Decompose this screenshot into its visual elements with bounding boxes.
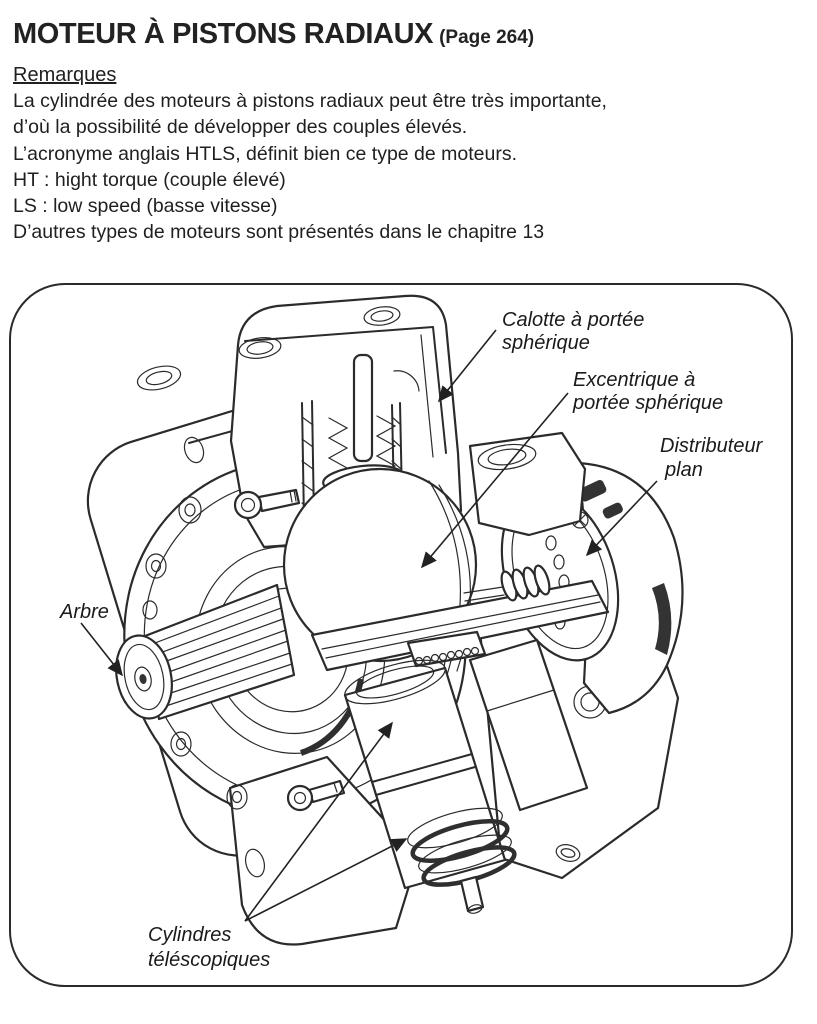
remark-line: HT : hight torque (couple élevé): [13, 168, 286, 191]
label-excentrique-line2: portée sphérique: [573, 392, 724, 414]
remark-line: L’acronyme anglais HTLS, définit bien ce type de moteurs.: [13, 142, 518, 165]
label-distributeur-line1: Distributeur: [660, 435, 763, 457]
label-calotte-line1: Calotte à portée: [502, 309, 645, 331]
label-calotte-line2: sphérique: [502, 332, 590, 354]
motor-cutaway-figure: [9, 283, 793, 987]
label-distributeur-line2: plan: [665, 459, 703, 481]
page-title-text: MOTEUR À PISTONS RADIAUX: [13, 18, 434, 50]
remark-line: D’autres types de moteurs sont présentés dans le chapitre 13: [13, 221, 545, 244]
figure-frame: [9, 283, 793, 987]
remark-line: LS : low speed (basse vitesse): [13, 195, 278, 218]
page-reference: (Page 264): [439, 27, 535, 48]
remarks-heading: Remarques: [13, 64, 117, 86]
label-arbre: Arbre: [60, 601, 109, 623]
label-excentrique-line1: Excentrique à: [573, 369, 696, 391]
page-title: [13, 14, 803, 58]
label-cylindres-line1: Cylindres: [148, 924, 232, 946]
intro-text-block: [13, 14, 803, 246]
remark-line: La cylindrée des moteurs à pistons radiaux peut être très importante,: [13, 90, 607, 112]
leader-arbre: [81, 623, 122, 675]
label-cylindres-line2: téléscopiques: [148, 949, 271, 971]
remark-line: d’où la possibilité de développer des couples élevés.: [13, 116, 468, 139]
distributor-port-block: [470, 433, 585, 535]
